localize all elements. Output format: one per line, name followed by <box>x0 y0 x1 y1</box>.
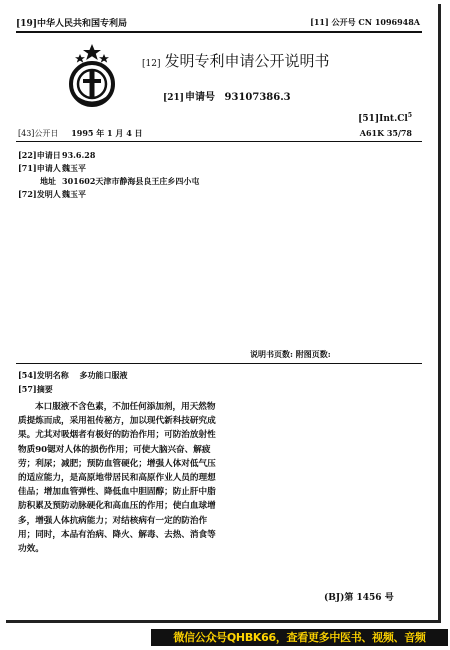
office-name: [19]中华人民共和国专利局 <box>16 19 128 29</box>
pubdate-label: [43]公开日 <box>18 129 59 138</box>
bib-row-address <box>18 176 199 187</box>
title-code: [12] <box>142 59 161 69</box>
abstract-line: 功效。 <box>18 544 44 555</box>
abstract-line: 佳品；增加血管弹性、降低血中胆固醇；防止肝中脂 <box>18 487 216 498</box>
abstract-line: 本口服液不含色素，不加任何添加剂，用天然物 <box>35 402 216 412</box>
document-title <box>142 50 330 71</box>
pubdate-rule <box>16 141 422 142</box>
int-cl <box>358 112 412 124</box>
publication-date <box>18 128 143 139</box>
int-cl-label: [51]Int.Cl <box>358 114 408 124</box>
abstract-line: 质提炼而成，采用祖传秘方，加以现代新科技研究成 <box>18 416 216 427</box>
abstract-line: 肪积累及预防动脉硬化和高血压的作用；使白血球增 <box>18 501 216 512</box>
abstract-label: [57]摘要 <box>18 384 53 394</box>
bib-row-filing-date <box>18 150 95 161</box>
application-number <box>163 88 291 103</box>
int-cl-sup: 5 <box>407 112 412 119</box>
bib-value: 301602天津市静海县良王庄乡四小屯 <box>62 176 200 186</box>
bib-value: 93.6.28 <box>62 150 96 160</box>
appno-label: 申请号 <box>185 92 216 103</box>
bib-label: 地址 <box>40 176 56 186</box>
patent-page <box>6 4 441 623</box>
bib-value: 魏玉平 <box>62 163 86 173</box>
ipc-code: A61K 35/78 <box>359 128 412 138</box>
title-text: 发明专利申请公开说明书 <box>164 52 330 70</box>
invention-name-value: 多功能口服液 <box>79 370 128 380</box>
abstract-line: 物质90锶对人体的损伤作用；可使大脑兴奋、解疲 <box>18 444 211 455</box>
abstract-line: 用；同时，本品有治病、降火、解毒、去热、消食等 <box>18 529 216 540</box>
appno-code: [21] <box>163 93 185 103</box>
section-rule <box>16 363 422 364</box>
abstract-line: 多，增强人体抗病能力；对结核病有一定的防治作 <box>18 515 208 526</box>
bib-value: 魏玉平 <box>62 189 86 199</box>
bib-row-applicant <box>18 163 86 174</box>
invention-name-label: [54]发明名称 <box>18 370 69 380</box>
abstract-line: 果。尤其对吸烟者有极好的防治作用；可防治放射性 <box>18 430 216 441</box>
patent-office-emblem-icon <box>63 42 121 112</box>
abstract-line: 劳；利尿；减肥；预防血管硬化；增强人体对低气压 <box>18 458 216 469</box>
wechat-banner: 微信公众号QHBK66，查看更多中医书、视频、音频 <box>151 629 448 646</box>
bib-label: [22]申请日 <box>18 150 61 160</box>
appno-value: 93107386.3 <box>224 92 291 103</box>
bib-label: [72]发明人 <box>18 189 61 199</box>
abstract-text <box>18 400 240 556</box>
bib-label: [71]申请人 <box>18 163 61 173</box>
bib-row-inventor <box>18 189 86 200</box>
invention-name <box>18 370 128 381</box>
pubdate-value: 1995 年 1 月 4 日 <box>71 128 143 138</box>
page-number: (BJ)第 1456 号 <box>324 593 394 603</box>
header-rule <box>16 31 422 33</box>
publication-number: [11] 公开号 CN 1096948A <box>310 17 420 27</box>
page-count-note: 说明书页数: 附图页数: <box>250 349 331 359</box>
abstract-line: 的适应能力，是高原地带居民和高原作业人员的理想 <box>18 473 216 484</box>
